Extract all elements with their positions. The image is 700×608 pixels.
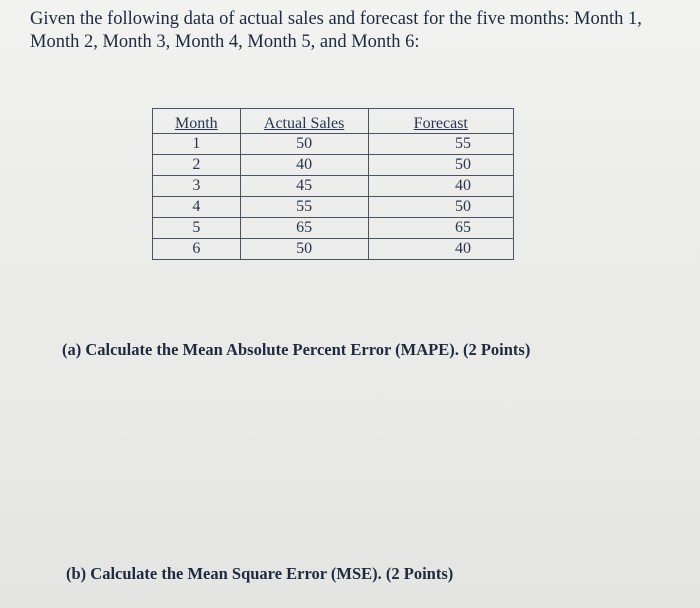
table-row <box>153 218 514 239</box>
cell-forecast: 40 <box>368 239 513 260</box>
table-header-row <box>153 109 514 134</box>
cell-forecast: 55 <box>368 134 513 155</box>
problem-statement: Given the following data of actual sales and forecast for the five months: Month 1, Month 2, Month 3, Month 4, Month 5, and Month 6: <box>30 9 642 52</box>
cell-actual-sales: 40 <box>240 155 368 176</box>
cell-month: 3 <box>153 176 241 197</box>
cell-month: 5 <box>153 218 241 239</box>
question-a: (a) Calculate the Mean Absolute Percent Error (MAPE). (2 Points) <box>62 340 531 359</box>
table-row <box>153 134 514 155</box>
question-b: (b) Calculate the Mean Square Error (MSE). (2 Points) <box>66 564 454 583</box>
table-row <box>153 155 514 176</box>
cell-actual-sales: 50 <box>240 239 368 260</box>
table-row <box>153 176 514 197</box>
table-row <box>153 239 514 260</box>
header-forecast: Forecast <box>368 109 513 134</box>
cell-actual-sales: 45 <box>240 176 368 197</box>
cell-forecast: 65 <box>368 218 513 239</box>
cell-month: 6 <box>153 239 241 260</box>
table-row <box>153 197 514 218</box>
cell-month: 4 <box>153 197 241 218</box>
sales-forecast-table <box>152 108 514 260</box>
cell-actual-sales: 50 <box>240 134 368 155</box>
cell-month: 1 <box>153 134 241 155</box>
cell-month: 2 <box>153 155 241 176</box>
cell-forecast: 40 <box>368 176 513 197</box>
cell-forecast: 50 <box>368 197 513 218</box>
cell-forecast: 50 <box>368 155 513 176</box>
cell-actual-sales: 55 <box>240 197 368 218</box>
header-actual-sales: Actual Sales <box>240 109 368 134</box>
cell-actual-sales: 65 <box>240 218 368 239</box>
header-month: Month <box>153 109 241 134</box>
